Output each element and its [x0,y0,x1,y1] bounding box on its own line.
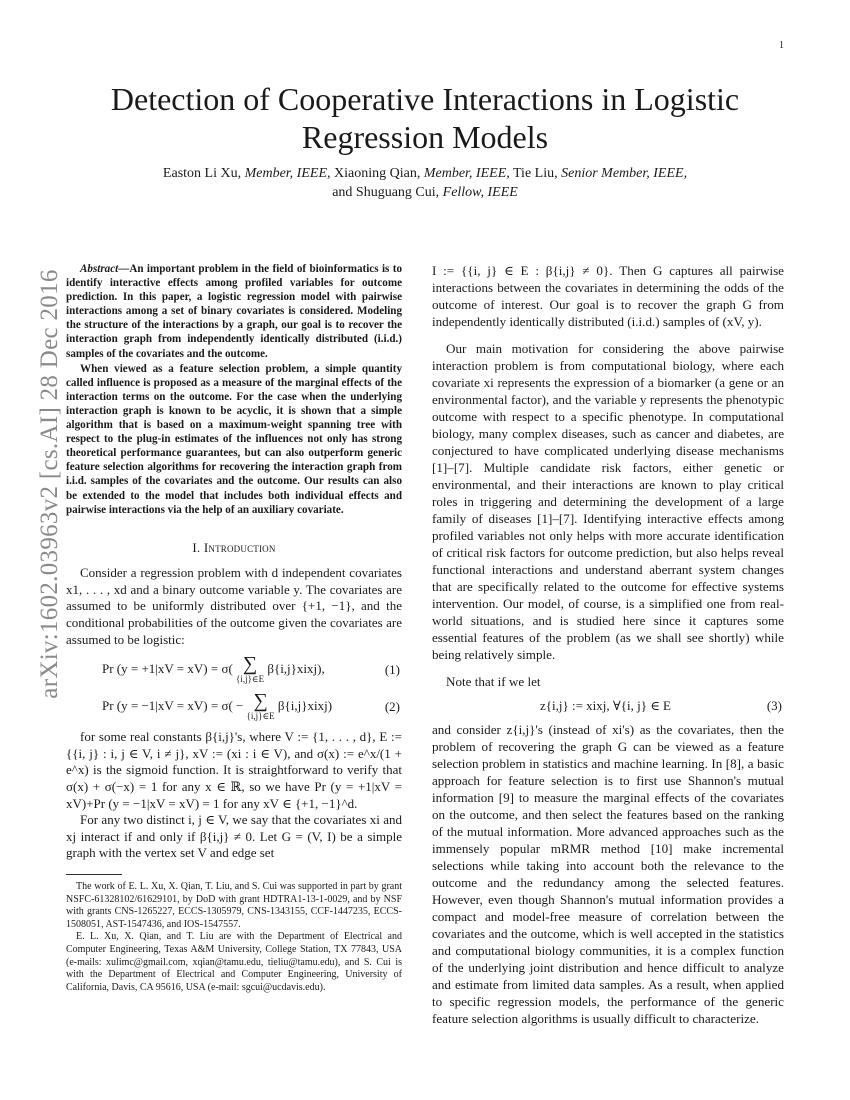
equation-number: (1) [384,661,400,677]
author-affiliation-grade: Member, IEEE, [423,166,510,181]
author-name: Tie Liu, [509,166,562,181]
intro-paragraph-1: Consider a regression problem with d independent covariates x1, . . . , xd and a binary outcome variable y. The covariates are assumed to be uniformly distributed over {+1, −1}, and the conditional probabilities of the outcome given the covariates are assumed to be logistic: [66,565,402,647]
section-heading-introduction: I. Introduction [192,539,276,555]
author-name: and Shuguang Cui, [332,185,443,200]
equation-number: (3) [766,698,782,713]
intro-paragraph-3: For any two distinct i, j ∈ V, we say that the covariates xi and xj interact if and only if β{i,j} ≠ 0. Let G = (V, I) be a simple graph with the vertex set V and edge set [66,812,402,861]
left-column [66,262,402,994]
equation-3: z{i,j} := xixj, ∀{i, j} ∈ E (3) [540,698,782,713]
arxiv-identifier-stamp: arXiv:1602.03963v2 [cs.AI] 28 Dec 2016 [36,269,63,699]
author-name: Xiaoning Qian, [330,166,424,181]
author-name: Easton Li Xu, [162,166,245,181]
right-column [432,262,784,1027]
right-paragraph-2: Our main motivation for considering the above pairwise interaction problem is from computational biology, where each covariate xi represents the expression of a biomarker (a gene or an environmental factor), and the variable y represents the phenotypic outcome with respect to a specific phenotype. In computational biology, many complex diseases, such as cancer and diabetes, are conjectured to have complicated underlying disease mechanisms [1]–[7]. Multiple candidate risk factors, either genetic or environmental, and their interactions are known to play critical roles in triggering and determining the development of a large family of diseases [1]–[7]. Identifying interactive effects among profiled variables not only helps with more accurate identification of critical risk factors for outcome prediction, but also helps reveal functional interactions and understand aberrant system changes that are specifically related to the outcome for effective systems intervention. Our model, of course, is a simplified one from real-world situations, and is studied here since it captures some essential features of the problem (as we shall see shortly) while being relatively simple. [432,341,784,662]
author-affiliation-grade: Senior Member, IEEE, [561,166,688,181]
abstract-paragraph-1: Abstract—An important problem in the field of bioinformatics is to identify interactive effects among profiled variables for outcome prediction. In this paper, a logistic regression model with pairwise interactions among a set of binary covariates is considered. Modeling the structure of the interactions by a graph, our goal is to recover the interaction graph from independently identically distributed (i.i.d.) samples of the covariates and the outcome. [66,263,402,360]
author-line-1 [80,164,770,183]
equation-number: (2) [384,698,400,714]
right-paragraph-4: and consider z{i,j}'s (instead of xi's) as the covariates, then the problem of recovering the graph G can be viewed as a feature selection problem in statistics and machine learning. In [8], a basic approach for feature selection is to first use Shannon's mutual information [9] to measure the marginal effects of the covariates on the outcome, and then select the features based on the ranking of the mutual information. More advanced approaches such as the immensely popular mRMR method [10] make incremental selections while taking into account both the relevance to the outcome and the redundancy among the selected features. However, even though Shannon's mutual information provides a compact and model-free measure of correlation between the covariates and the outcome, which is well accepted in the statistics and computational biology communities, it is a complex function of the underlying joint distribution and hence difficult to analyze and estimate from limited data samples. As a result, when applied to specific regression models, the performance of the generic feature selection algorithms is usually difficult to characterize. [432,722,784,1026]
footnote-funding: The work of E. L. Xu, X. Qian, T. Liu, and S. Cui was supported in part by grant NSFC-61328102/61629101, by DoD with grant HDTRA1-13-1-0029, and by NSF with grants CNS-1265227, ECCS-1305979, CNS-1343155, CCF-1447235, ECCS-1508051, AST-1547436, and IOS-1547557. [66,881,402,930]
author-affiliation-grade: Member, IEEE, [244,166,331,181]
right-paragraph-3: Note that if we let [446,674,541,689]
abstract-label: Abstract [80,263,119,275]
page-number: 1 [779,40,784,51]
paper-title: Detection of Cooperative Interactions in Logistic Regression Models [110,81,740,155]
author-line-2 [80,183,770,202]
footnote-rule [66,874,122,875]
right-paragraph-1: I := {{i, j} ∈ E : β{i,j} ≠ 0}. Then G captures all pairwise interactions between the covariates in determining the odds of the outcome of interest. Our goal is to recover the graph G from independently identically distributed (i.i.d.) samples of (xV, y). [432,263,784,329]
intro-paragraph-2: for some real constants β{i,j}'s, where V := {1, . . . , d}, E := {{i, j} : i, j ∈ V, i ≠ j}, xV := (xi : i ∈ V), and σ(x) := e^x/(1 + e^x) is the sigmoid function. It is straightforward to verify that σ(x) + σ(−x) = 1 for any x ∈ ℝ, so we have Pr (y = +1|xV = xV)+Pr (y = −1|xV = xV) = 1 for any xV ∈ {+1, −1}^d. [66,729,402,811]
footnotes [66,881,402,994]
author-affiliation-grade: Fellow, IEEE [442,185,518,200]
footnote-affiliations: E. L. Xu, X. Qian, and T. Liu are with the Department of Electrical and Computer Engineering, Texas A&M University, College Station, TX 77843, USA (e-mails: xulimc@gmail.com, xqian@tamu.edu, tieliu@tamu.edu), and S. Cui is with the Department of Electrical and Computer Engineering, University of California, Davis, CA 95616, USA (e-mail: sgcui@ucdavis.edu). [66,931,402,993]
equation-1: Pr (y = +1|xV = xV) = σ( ∑ {i,j}∈E β{i,j}xixj), (1) [102,653,400,685]
equation-2: Pr (y = −1|xV = xV) = σ( − ∑ {i,j}∈E β{i,j}xixj) (2) [102,690,400,722]
author-list [80,164,770,202]
abstract-paragraph-2: When viewed as a feature selection problem, a simple quantity called influence is proposed as a measure of the marginal effects of the interaction terms on the outcome. For the case when the underlying interaction graph is known to be acyclic, it is shown that a simple algorithm that is based on a maximum-weight spanning tree with respect to the plug-in estimates of the influences not only has strong theoretical performance guarantees, but can also outperform generic feature selection algorithms for recovering the interaction graph from i.i.d. samples of the covariates and the outcome. Our results can also be extended to the model that includes both individual effects and pairwise interactions via the help of an auxiliary covariate. [66,362,402,516]
abstract [66,262,402,517]
introduction-body [66,565,402,862]
